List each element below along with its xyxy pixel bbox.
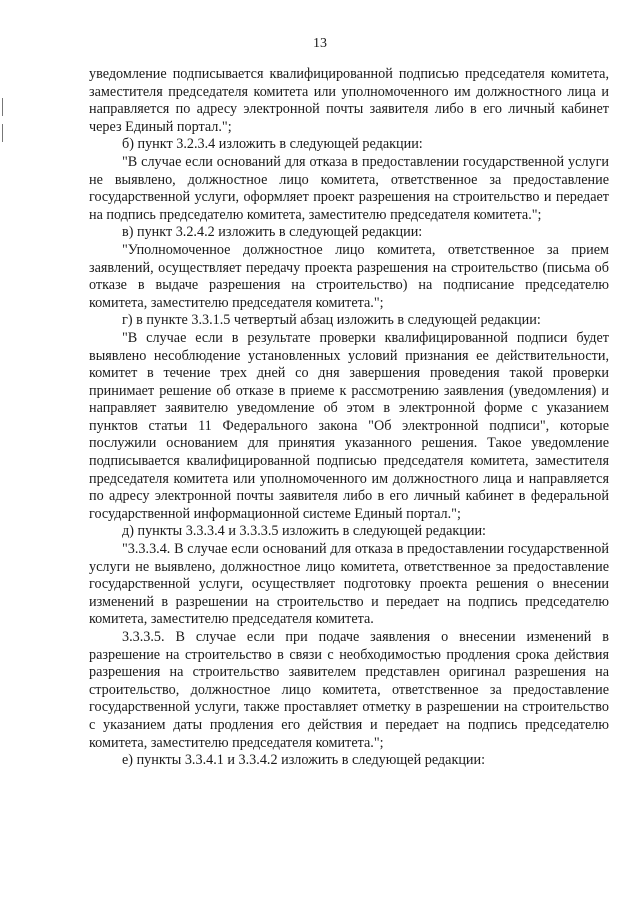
document-body xyxy=(89,66,609,770)
paragraph: "3.3.3.4. В случае если оснований для отказа в предоставлении государственной услуги не выявлено, должностное лицо комитета, ответственное за предоставление государственной услуги, осуществляет подготовку проекта решения о внесении изменений в разрешении на строительство и передает на подпись председателю комитета, заместителю председателя комитета. xyxy=(89,541,609,628)
paragraph: уведомление подписывается квалифицированной подписью председателя комитета, заместителя председателя комитета или уполномоченного им должностного лица и направляется по адресу электронной почты заявителя либо в его личный кабинет через Единый портал."; xyxy=(89,66,609,135)
scan-edge-mark xyxy=(2,124,3,142)
paragraph: б) пункт 3.2.3.4 изложить в следующей редакции: xyxy=(122,136,423,153)
paragraph: 3.3.3.5. В случае если при подаче заявления о внесении изменений в разрешение на строительство в связи с необходимостью продления срока действия разрешения на строительство заявителем представлен оригинал разрешения на строительство, должностное лицо комитета, ответственное за предоставление государственной услуги, также проставляет отметку в разрешении на строительство с указанием даты продления его действия и передает на подпись председателю комитета, заместителю председателя комитета."; xyxy=(89,629,609,751)
paragraph: е) пункты 3.3.4.1 и 3.3.4.2 изложить в следующей редакции: xyxy=(122,752,486,769)
scan-edge-mark xyxy=(2,98,3,116)
page-number: 13 xyxy=(313,36,327,51)
paragraph: г) в пункте 3.3.1.5 четвертый абзац изложить в следующей редакции: xyxy=(122,312,541,329)
paragraph: "В случае если в результате проверки квалифицированной подписи будет выявлено несоблюдение установленных условий признания ее действительности, комитет в течение трех дней со дня завершения проведения такой проверки принимает решение об отказе в приеме к рассмотрению заявления (уведомления) и направляет заявителю уведомление об этом в электронной форме с указанием пунктов статьи 11 Федерального закона "Об электронной подписи", которые послужили основанием для принятия указанного решения. Такое уведомление подписывается квалифицированной подписью председателя комитета, заместителя председателя комитета или уполномоченного им должностного лица и направляется по адресу электронной почты заявителя либо в его личный кабинет в федеральной государственной информационной системе Единый портал."; xyxy=(89,329,609,522)
paragraph: д) пункты 3.3.3.4 и 3.3.3.5 изложить в следующей редакции: xyxy=(122,523,486,540)
paragraph: в) пункт 3.2.4.2 изложить в следующей редакции: xyxy=(122,224,423,241)
paragraph: "Уполномоченное должностное лицо комитета, ответственное за прием заявлений, осуществляет передачу проекта разрешения на строительство (письма об отказе в выдаче разрешения на строительство) на подписание председателю комитета, заместителю председателя комитета."; xyxy=(89,241,609,311)
paragraph: "В случае если оснований для отказа в предоставлении государственной услуги не выявлено, должностное лицо комитета, ответственное за предоставление государственной услуги, оформляет проект разрешения на строительство и передает на подпись председателю комитета, заместителю председателя комитета."; xyxy=(89,153,609,223)
